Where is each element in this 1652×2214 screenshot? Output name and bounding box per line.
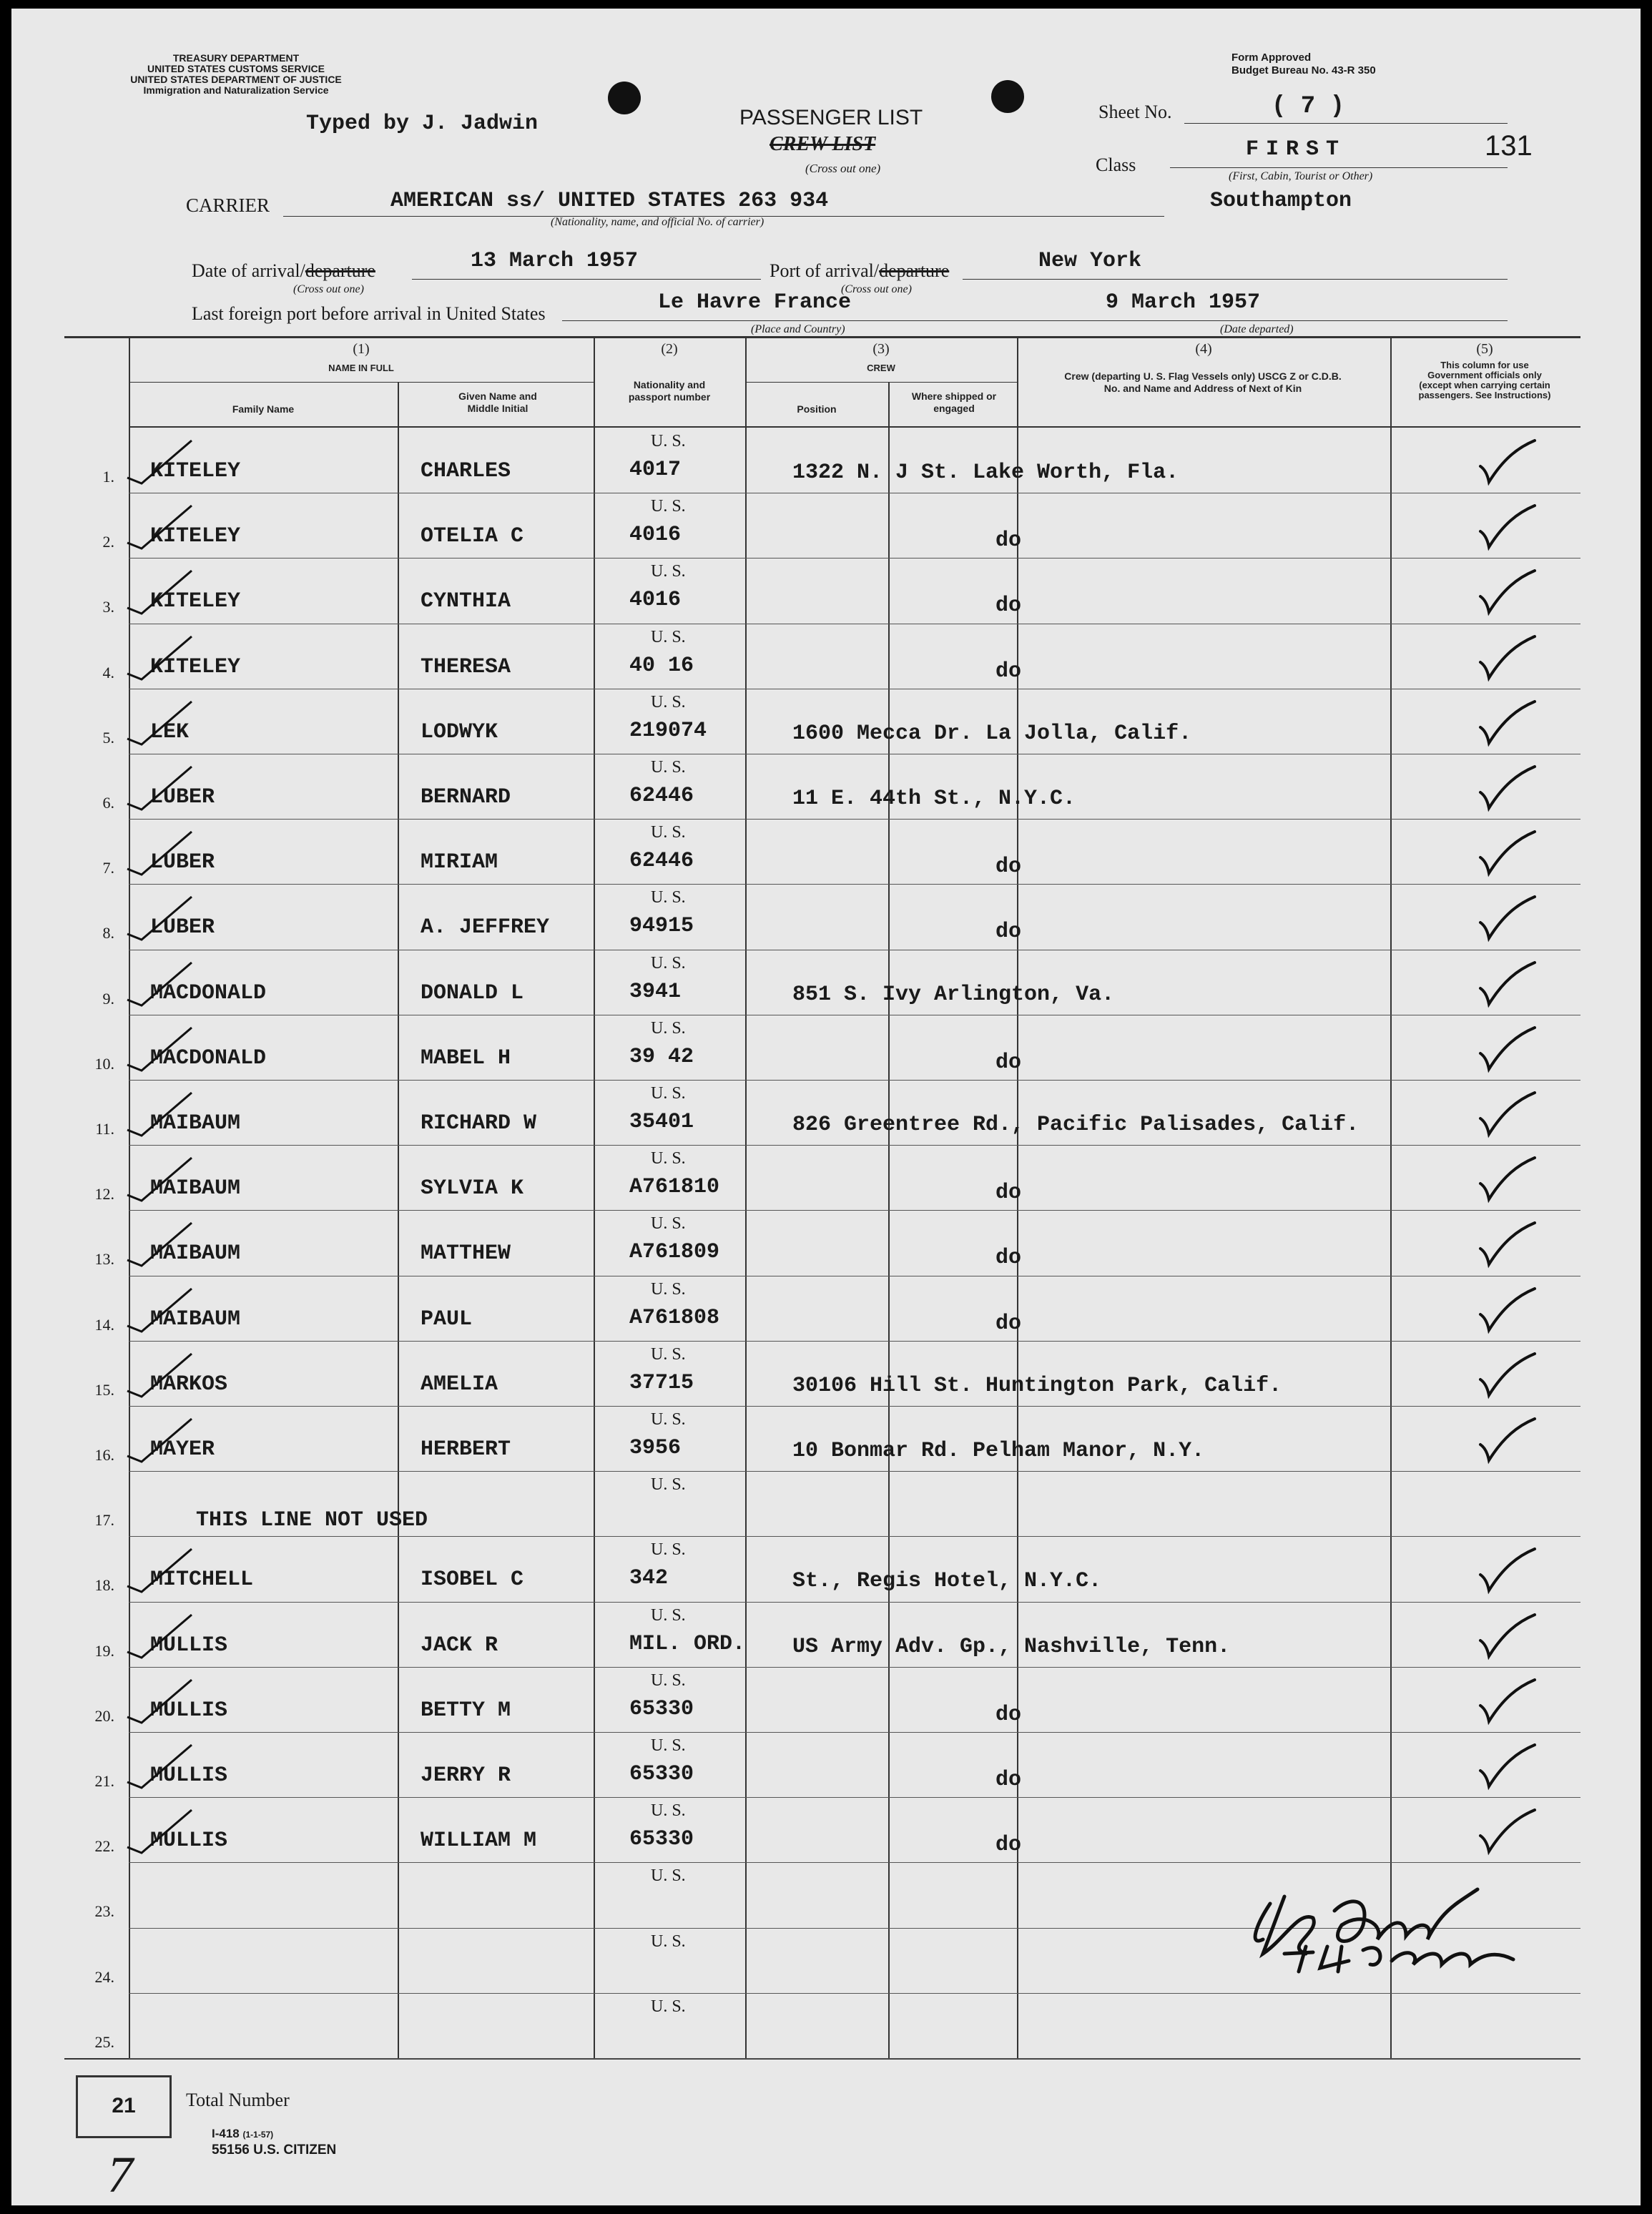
class-value: FIRST (1246, 137, 1347, 162)
form-date-text: (1-1-57) (242, 2130, 274, 2140)
total-label: Total Number (186, 2090, 290, 2110)
given-name: BERNARD (421, 785, 511, 810)
row-rule (129, 2058, 1580, 2059)
given-name: CHARLES (421, 459, 511, 483)
row-rule (129, 1341, 1580, 1342)
row-tick-mark (120, 498, 206, 556)
col1-number: (1) (353, 341, 370, 357)
carrier-label: CARRIER (186, 195, 270, 216)
official-signature (1242, 1868, 1556, 1975)
sheet-label: Sheet No. (1098, 102, 1172, 122)
passport-number: 3956 (629, 1436, 682, 1460)
given-name: ISOBEL C (421, 1568, 524, 1592)
nationality: U. S. (651, 1214, 686, 1233)
ditto-mark: do (995, 1246, 1022, 1270)
row-number: 18. (94, 1576, 114, 1594)
port-underline (963, 279, 1508, 280)
nationality: U. S. (651, 1997, 686, 2016)
col4-number: (4) (1195, 341, 1212, 357)
row-tick-mark (120, 1803, 206, 1860)
row-tick-mark (120, 1608, 206, 1665)
row-tick-mark (120, 1216, 206, 1273)
family-name: MAIBAUM (150, 1307, 241, 1332)
rule-after-position (888, 382, 890, 2060)
given-name: JACK R (421, 1633, 498, 1658)
row-rule (129, 819, 1580, 820)
col2-header: Nationality and passport number (628, 379, 711, 403)
ditto-mark: do (995, 594, 1022, 618)
rule-after-name (594, 338, 595, 2060)
agency-line: UNITED STATES DEPARTMENT OF JUSTICE (130, 74, 342, 85)
row-rule (129, 1536, 1580, 1537)
agency-line: Immigration and Naturalization Service (143, 84, 329, 96)
nationality: U. S. (651, 1019, 686, 1038)
arrival-date-crossed: departure (305, 260, 375, 281)
col2-number: (2) (661, 341, 678, 357)
family-name: KITELEY (150, 524, 241, 548)
typed-by: Typed by J. Jadwin (306, 112, 539, 136)
next-of-kin-address: US Army Adv. Gp., Nashville, Tenn. (792, 1635, 1231, 1659)
row-number: 17. (94, 1511, 114, 1529)
family-name: MITCHELL (150, 1568, 254, 1592)
page-number: 131 (1485, 130, 1533, 162)
family-name: MACDONALD (150, 981, 267, 1005)
passport-number: 4016 (629, 523, 682, 547)
row-rule (129, 1667, 1580, 1668)
agency-block (79, 53, 393, 96)
form-code (212, 2127, 273, 2141)
row-number: 8. (102, 924, 114, 942)
row-tick-mark (120, 1020, 206, 1078)
passport-number: 342 (629, 1566, 669, 1590)
family-name: LEK (150, 720, 190, 744)
row-number: 2. (102, 533, 114, 551)
next-of-kin-address: 1600 Mecca Dr. La Jolla, Calif. (792, 722, 1192, 746)
row-tick-mark (120, 629, 206, 687)
family-name: LUBER (150, 850, 215, 875)
row-rule (129, 1210, 1580, 1211)
table-top-rule (64, 336, 1580, 338)
form-title: PASSENGER LIST (739, 106, 923, 129)
verification-check-icon (1475, 568, 1539, 618)
family-name: MAIBAUM (150, 1111, 241, 1136)
col3-number: (3) (872, 341, 890, 357)
nationality: U. S. (651, 1410, 686, 1429)
row-number: 15. (94, 1381, 114, 1399)
given-name: A. JEFFREY (421, 915, 550, 940)
carrier-port-right: Southampton (1210, 189, 1352, 213)
verification-check-icon (1475, 1416, 1539, 1466)
verification-check-icon (1475, 1025, 1539, 1075)
given-name: SYLVIA K (421, 1176, 524, 1201)
ditto-mark: do (995, 1833, 1022, 1857)
verification-check-icon (1475, 1286, 1539, 1336)
handwritten-mark: 7 (107, 2146, 133, 2203)
nationality: U. S. (651, 1084, 686, 1103)
class-note: (First, Cabin, Tourist or Other) (1229, 170, 1373, 182)
family-name: LUBER (150, 785, 215, 810)
col5-number: (5) (1476, 341, 1493, 357)
verification-check-icon (1475, 894, 1539, 944)
last-port-underline (562, 320, 1057, 321)
row-tick-mark (120, 1738, 206, 1795)
verification-check-icon (1475, 1807, 1539, 1857)
port-label (770, 260, 949, 282)
given-name: RICHARD W (421, 1111, 537, 1136)
row-number: 11. (95, 1120, 114, 1138)
next-of-kin-address: 11 E. 44th St., N.Y.C. (792, 787, 1076, 811)
nationality: U. S. (651, 562, 686, 581)
nationality: U. S. (651, 954, 686, 973)
form-approved: Form Approved (1231, 51, 1312, 64)
row-number: 4. (102, 664, 114, 682)
next-of-kin-address: 851 S. Ivy Arlington, Va. (792, 983, 1115, 1007)
passport-number: A761809 (629, 1240, 720, 1264)
given-name: PAUL (421, 1307, 473, 1332)
row-number: 6. (102, 794, 114, 812)
row-number: 23. (94, 1902, 114, 1920)
row-rule (129, 1602, 1580, 1603)
passport-number: 40 16 (629, 654, 694, 678)
crossed-title-text: CREW LIST (770, 133, 876, 155)
date-departed-underline (1046, 320, 1508, 321)
col3a-header: Position (797, 403, 837, 415)
port-value: New York (1038, 249, 1142, 273)
row-rule (129, 1993, 1580, 1994)
nationality: U. S. (651, 1801, 686, 1820)
row-number: 9. (102, 990, 114, 1008)
row-tick-mark (120, 1347, 206, 1404)
passport-number: 4017 (629, 458, 682, 482)
given-name: HERBERT (421, 1437, 511, 1462)
passport-number: 65330 (629, 1827, 694, 1851)
family-name: KITELEY (150, 655, 241, 679)
passport-number: MIL. ORD. (629, 1632, 746, 1656)
row-rule (129, 884, 1580, 885)
row-tick-mark (120, 1542, 206, 1599)
family-name: MACDONALD (150, 1046, 267, 1071)
row-rule (129, 1797, 1580, 1798)
col3-title: CREW (867, 363, 895, 373)
row-number: 21. (94, 1772, 114, 1790)
col1a-header: Family Name (232, 403, 295, 415)
last-port-label: Last foreign port before arrival in United States (192, 303, 546, 324)
verification-check-icon (1475, 1546, 1539, 1596)
ditto-mark: do (995, 1181, 1022, 1205)
arrival-date-label (192, 260, 375, 282)
verification-check-icon (1475, 503, 1539, 553)
ditto-mark: do (995, 1768, 1022, 1792)
verification-check-icon (1475, 764, 1539, 814)
ditto-mark: do (995, 1703, 1022, 1727)
ditto-mark: do (995, 528, 1022, 553)
family-name: THIS LINE NOT USED (196, 1508, 428, 1532)
verification-check-icon (1475, 1742, 1539, 1792)
header-mid-rule-crew (745, 382, 1017, 383)
passport-number: 3941 (629, 980, 682, 1004)
row-number: 7. (102, 859, 114, 877)
passport-number: 62446 (629, 849, 694, 873)
nationality: U. S. (651, 1149, 686, 1168)
ditto-mark: do (995, 855, 1022, 879)
form-title-crossed (770, 133, 875, 156)
next-of-kin-address: 10 Bonmar Rd. Pelham Manor, N.Y. (792, 1439, 1205, 1463)
nationality: U. S. (651, 1345, 686, 1364)
row-number: 24. (94, 1968, 114, 1986)
family-name: KITELEY (150, 459, 241, 483)
given-name: MABEL H (421, 1046, 511, 1071)
class-underline (1170, 167, 1508, 168)
class-label: Class (1096, 154, 1136, 175)
date-departed-value: 9 March 1957 (1106, 290, 1261, 315)
passport-number: 39 42 (629, 1045, 694, 1069)
row-tick-mark (120, 1281, 206, 1339)
given-name: MIRIAM (421, 850, 498, 875)
sheet-value: ( 7 ) (1272, 93, 1345, 120)
row-tick-mark (120, 564, 206, 621)
row-tick-mark (120, 825, 206, 882)
last-port-note: (Place and Country) (751, 323, 845, 335)
col4-header: Crew (departing U. S. Flag Vessels only) USCG Z or C.D.B. No. and Name and Address of Next of Kin (1064, 370, 1342, 394)
row-number: 14. (94, 1316, 114, 1334)
col3b-header: Where shipped or engaged (911, 390, 997, 414)
passport-number: 65330 (629, 1762, 694, 1786)
given-name: LODWYK (421, 720, 498, 744)
row-tick-mark (120, 1151, 206, 1208)
agency-line: TREASURY DEPARTMENT (172, 52, 300, 64)
nationality: U. S. (651, 1932, 686, 1951)
punch-hole-left (608, 82, 641, 114)
family-name: MARKOS (150, 1372, 228, 1397)
given-name: THERESA (421, 655, 511, 679)
row-tick-mark (120, 890, 206, 947)
given-name: OTELIA C (421, 524, 524, 548)
verification-check-icon (1475, 1351, 1539, 1401)
passport-number: 35401 (629, 1110, 694, 1134)
family-name: MAYER (150, 1437, 215, 1462)
verification-check-icon (1475, 634, 1539, 684)
port-note: (Cross out one) (841, 283, 912, 295)
row-tick-mark (120, 955, 206, 1013)
row-number: 20. (94, 1707, 114, 1725)
passport-number: A761810 (629, 1175, 720, 1199)
ditto-mark: do (995, 659, 1022, 684)
passenger-list-form (11, 9, 1641, 2205)
arrival-date-value: 13 March 1957 (471, 249, 639, 273)
passport-number: 4016 (629, 588, 682, 612)
given-name: AMELIA (421, 1372, 498, 1397)
nationality: U. S. (651, 888, 686, 907)
arrival-date-label-text: Date of arrival/ (192, 260, 305, 281)
row-number: 19. (94, 1642, 114, 1660)
row-tick-mark (120, 1673, 206, 1730)
form-number: 55156 U.S. CITIZEN (212, 2142, 337, 2158)
next-of-kin-address: 826 Greentree Rd., Pacific Palisades, Calif. (792, 1113, 1360, 1137)
row-rule (129, 1862, 1580, 1863)
verification-check-icon (1475, 1677, 1539, 1727)
agency-line: UNITED STATES CUSTOMS SERVICE (147, 63, 325, 74)
given-name: BETTY M (421, 1698, 511, 1723)
port-crossed: departure (879, 260, 950, 281)
passport-number: 62446 (629, 784, 694, 808)
row-rule (129, 558, 1580, 559)
nationality: U. S. (651, 1475, 686, 1494)
nationality: U. S. (651, 1280, 686, 1299)
verification-check-icon (1475, 699, 1539, 749)
row-number: 12. (94, 1185, 114, 1203)
passport-number: 37715 (629, 1371, 694, 1395)
col1-title: NAME IN FULL (328, 363, 394, 373)
row-number: 13. (94, 1250, 114, 1268)
row-tick-mark (120, 433, 206, 491)
header-mid-rule-name (129, 382, 594, 383)
row-number: 25. (94, 2033, 114, 2051)
rule-after-kin (1390, 338, 1392, 2060)
given-name: CYNTHIA (421, 589, 511, 614)
given-name: MATTHEW (421, 1241, 511, 1266)
family-name: MULLIS (150, 1698, 228, 1723)
row-rule (129, 1080, 1580, 1081)
family-name: MULLIS (150, 1763, 228, 1788)
row-tick-mark (120, 759, 206, 817)
passport-number: 219074 (629, 719, 707, 743)
form-code-text: I-418 (212, 2127, 240, 2140)
row-rule (129, 1406, 1580, 1407)
passport-number: A761808 (629, 1306, 720, 1330)
next-of-kin-address: St., Regis Hotel, N.Y.C. (792, 1569, 1102, 1593)
verification-check-icon (1475, 1220, 1539, 1270)
given-name: DONALD L (421, 981, 524, 1005)
header-bottom-rule (129, 426, 1580, 428)
ditto-mark: do (995, 1051, 1022, 1075)
verification-check-icon (1475, 1155, 1539, 1205)
nationality: U. S. (651, 497, 686, 516)
row-number: 5. (102, 729, 114, 747)
nationality: U. S. (651, 432, 686, 451)
budget-bureau: Budget Bureau No. 43-R 350 (1231, 64, 1376, 77)
next-of-kin-address: 1322 N. J St. Lake Worth, Fla. (792, 461, 1179, 485)
carrier-value: AMERICAN ss/ UNITED STATES 263 934 (390, 189, 829, 213)
ditto-mark: do (995, 920, 1022, 944)
row-rule (129, 1732, 1580, 1733)
total-value: 21 (112, 2094, 136, 2117)
row-tick-mark (120, 1412, 206, 1469)
nationality: U. S. (651, 823, 686, 842)
last-port-value: Le Havre France (658, 290, 852, 315)
nationality: U. S. (651, 628, 686, 646)
row-number: 10. (94, 1055, 114, 1073)
carrier-note: (Nationality, name, and official No. of carrier) (551, 216, 764, 228)
family-name: KITELEY (150, 589, 241, 614)
nationality: U. S. (651, 1671, 686, 1690)
nationality: U. S. (651, 1606, 686, 1625)
given-name: WILLIAM M (421, 1829, 537, 1853)
ditto-mark: do (995, 1312, 1022, 1336)
row-number: 16. (94, 1446, 114, 1464)
row-tick-mark (120, 1086, 206, 1143)
verification-check-icon (1475, 1612, 1539, 1662)
next-of-kin-address: 30106 Hill St. Huntington Park, Calif. (792, 1374, 1282, 1398)
arrival-date-underline (412, 279, 761, 280)
rule-after-family (398, 382, 399, 2060)
cross-out-note: (Cross out one) (805, 162, 881, 175)
row-number: 1. (102, 468, 114, 486)
rule-after-nationality (745, 338, 747, 2060)
nationality: U. S. (651, 758, 686, 777)
nationality: U. S. (651, 1540, 686, 1559)
verification-check-icon (1475, 960, 1539, 1010)
nationality: U. S. (651, 1736, 686, 1755)
col5-header: This column for use Government officials only (except when carrying certain passengers. See Instructions) (1418, 360, 1551, 400)
arrival-date-note: (Cross out one) (293, 283, 364, 295)
punch-hole-right (991, 80, 1024, 113)
col1b-header: Given Name and Middle Initial (458, 390, 537, 414)
given-name: JERRY R (421, 1763, 511, 1788)
nationality: U. S. (651, 693, 686, 712)
family-name: MULLIS (150, 1829, 228, 1853)
passport-number: 94915 (629, 914, 694, 938)
row-number: 3. (102, 598, 114, 616)
sheet-underline (1184, 123, 1508, 124)
row-tick-mark (120, 694, 206, 752)
nationality: U. S. (651, 1866, 686, 1885)
port-label-text: Port of arrival/ (770, 260, 880, 281)
verification-check-icon (1475, 829, 1539, 879)
row-rule (129, 1145, 1580, 1146)
verification-check-icon (1475, 1090, 1539, 1140)
row-number: 22. (94, 1837, 114, 1855)
date-departed-note: (Date departed) (1220, 323, 1294, 335)
passport-number: 65330 (629, 1697, 694, 1721)
family-name: MAIBAUM (150, 1176, 241, 1201)
verification-check-icon (1475, 438, 1539, 488)
family-name: MAIBAUM (150, 1241, 241, 1266)
family-name: LUBER (150, 915, 215, 940)
family-name: MULLIS (150, 1633, 228, 1658)
row-rule (129, 1471, 1580, 1472)
